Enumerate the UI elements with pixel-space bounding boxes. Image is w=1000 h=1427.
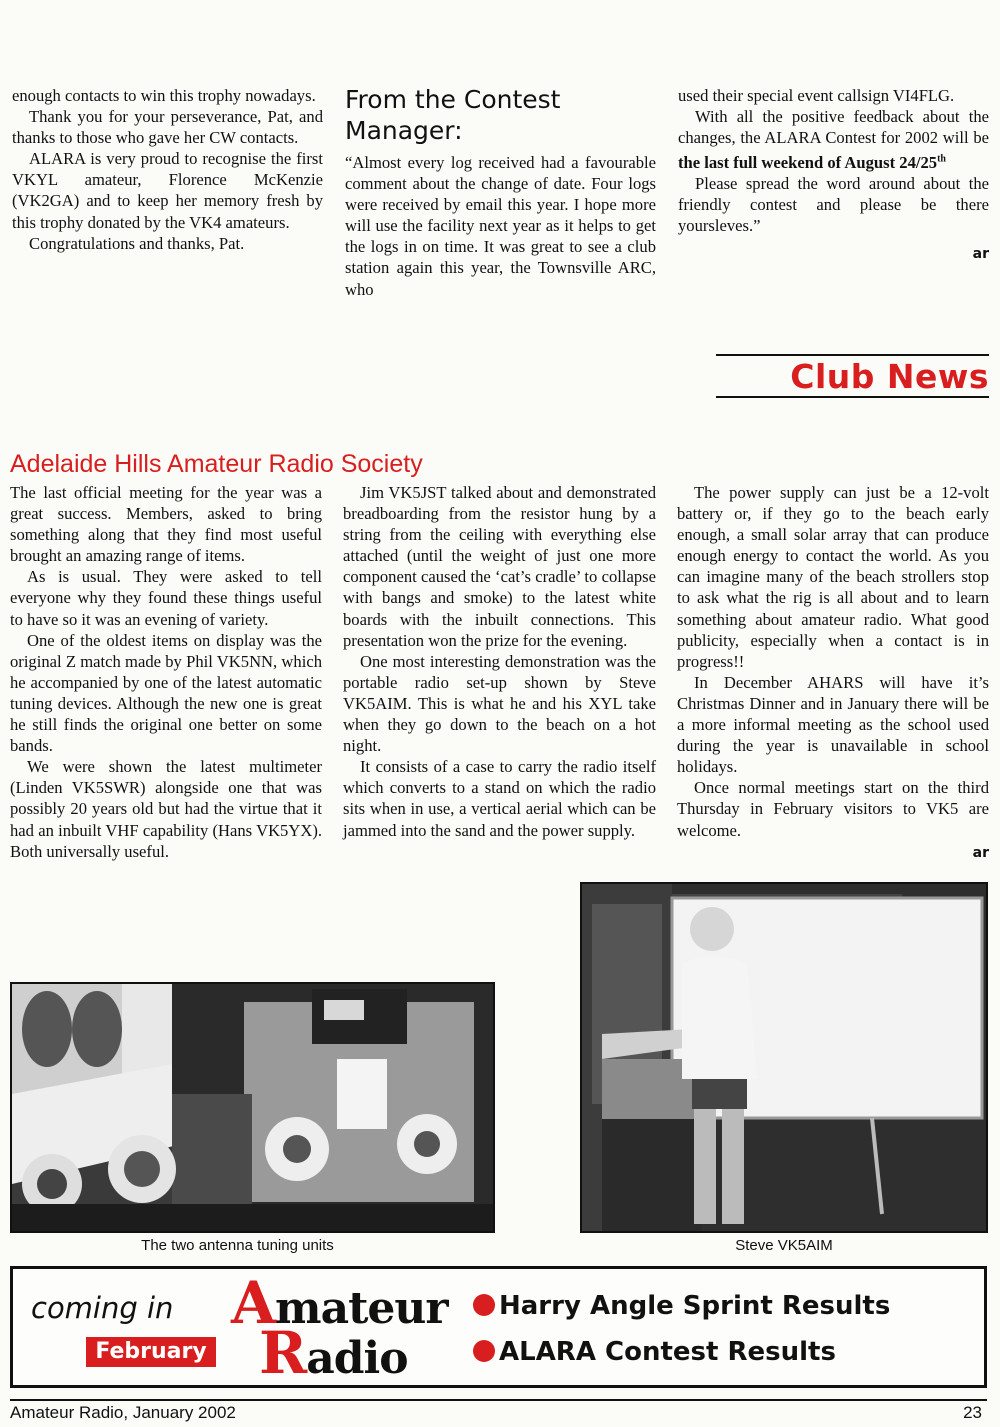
footer-rule — [10, 1399, 987, 1401]
paragraph: It consists of a case to carry the radio itself which converts to a stand on which the radio sits when in use, a vertical aerial which can be jammed into the sand and the power supply. — [343, 757, 656, 840]
article-heading: Adelaide Hills Amateur Radio Society — [10, 450, 423, 478]
article-column-2 — [343, 482, 656, 841]
antenna-tuners-image — [12, 984, 495, 1233]
footer-publication: Amateur Radio, January 2002 — [10, 1403, 236, 1422]
signature-ar: ar — [972, 844, 989, 861]
bullet-dot — [473, 1294, 495, 1316]
top-column-1 — [12, 85, 323, 254]
coming-item — [473, 1291, 890, 1321]
logo-line-2 — [259, 1319, 408, 1387]
antenna-tuners-photo — [10, 982, 495, 1233]
section-rule — [716, 396, 989, 398]
top-column-3 — [678, 85, 989, 265]
paragraph-text: With all the positive feedback about the changes, the ALARA Contest for 2002 will be — [678, 107, 989, 148]
article-column-3 — [677, 482, 989, 864]
amateur-radio-logo — [231, 1269, 461, 1387]
page-number: 23 — [963, 1403, 982, 1422]
paragraph: “Almost every log received had a favourable comment about the change of date. Four logs were received by email this year. I hope more will use the facility next year as it helps to get the logs in on time. It was great to see a club station again this year, the Townsville ARC, who — [345, 153, 656, 299]
bullet-dot — [473, 1340, 495, 1362]
paragraph: In December AHARS will have it’s Christmas Dinner and in January there will be a more informal meeting as the school used during the year is unavailable in school holidays. — [677, 672, 989, 777]
paragraph: One of the oldest items on display was the original Z match made by Phil VK5NN, which he accompanied by one of the latest automatic tuning devices. Although the new one is great he still finds the original one better on some bands. — [10, 630, 322, 756]
paragraph: We were shown the latest multimeter (Linden VK5SWR) alongside one that was possibly 20 years old but had the virtue that it had an inbuilt VHF capability (Hans VK5YX). Both universally useful. — [10, 757, 322, 861]
logo-initial-r: R — [259, 1319, 307, 1387]
contest-manager-heading: From the Contest Manager: — [345, 85, 561, 145]
paragraph: Congratulations and thanks, Pat. — [29, 233, 245, 253]
logo-rest-2: adio — [306, 1333, 408, 1384]
paragraph: Please spread the word around about the friendly contest and please be there yoursleves.” — [678, 173, 989, 236]
section-heading: Club News — [790, 357, 989, 396]
paragraph: One most interesting demonstration was the portable radio set-up shown by Steve VK5AIM. This is what he and his XYL take when they go down to the beach on a hot night. — [343, 651, 656, 756]
left-photo-caption: The two antenna tuning units — [141, 1237, 334, 1254]
contest-date — [678, 153, 946, 172]
coming-in-label: coming in — [31, 1291, 174, 1325]
paragraph: Thank you for your perseverance, Pat, and thanks to those who gave her CW contacts. — [12, 107, 323, 148]
article-column-1 — [10, 482, 322, 862]
signature-ar: ar — [972, 246, 989, 263]
paragraph: Jim VK5JST talked about and demonstrated breadboarding from the resistor hung by a string from the ceiling with everything else attached (until the weight of just one more component caused the ‘cat’s cradle’ to collapse with bangs and smoke) to the latest white boards with the inbuilt connections. This presentation won the prize for the evening. — [343, 483, 656, 650]
logo-initial-a: A — [231, 1269, 276, 1337]
paragraph: enough contacts to win this trophy nowadays. — [12, 86, 316, 105]
coming-item-text: ALARA Contest Results — [499, 1337, 836, 1367]
right-photo-caption: Steve VK5AIM — [735, 1237, 833, 1254]
paragraph: As is usual. They were asked to tell everyone why they found these things useful to have so it was an evening of variety. — [10, 567, 322, 629]
section-rule — [716, 354, 989, 356]
coming-item-text: Harry Angle Sprint Results — [499, 1291, 891, 1321]
contest-date-text: the last full weekend of August 24/25 — [678, 152, 938, 172]
paragraph: The last official meeting for the year was a great success. Members, asked to bring something along that they find most useful brought an amazing range of items. — [10, 483, 322, 566]
paragraph: ALARA is very proud to recognise the first VKYL amateur, Florence McKenzie (VK2GA) and to keep her memory fresh by this trophy donated by the VK4 amateurs. — [12, 149, 323, 232]
steve-photo — [580, 882, 988, 1233]
contest-date-suffix: th — [937, 153, 946, 165]
logo-rest-1: mateur — [275, 1283, 448, 1334]
paragraph: used their special event callsign VI4FLG. — [678, 86, 955, 105]
paragraph: The power supply can just be a 12-volt battery or, if they go to the beach early enough, a small solar array that can produce enough energy to contact the world. As you can imagine many of the beach strollers stop to ask what the rig is all about and to learn something about amateur radio. What good publicity, especially when a contact is in progress!! — [677, 483, 989, 671]
coming-in-february-banner — [10, 1266, 987, 1388]
steve-image — [582, 884, 988, 1233]
coming-item — [473, 1337, 836, 1367]
month-badge: February — [86, 1337, 216, 1367]
paragraph — [678, 106, 989, 173]
top-column-2 — [345, 152, 656, 300]
paragraph: Once normal meetings start on the third Thursday in February visitors to VK5 are welcome. — [677, 778, 989, 840]
